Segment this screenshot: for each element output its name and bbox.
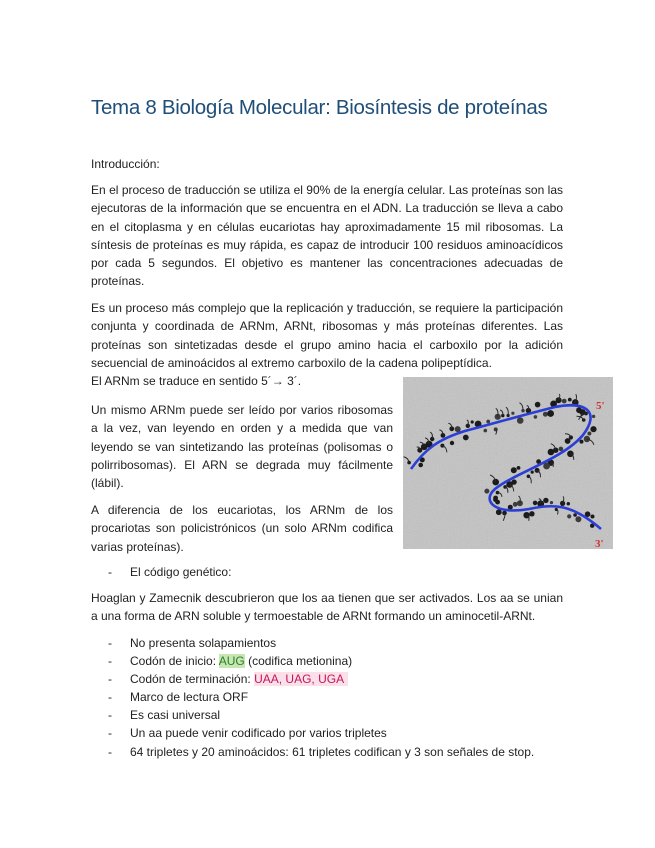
ribosome-dot — [508, 505, 513, 510]
ribosome-dot — [486, 420, 490, 424]
ribosome-dot — [455, 426, 461, 432]
micrograph-svg — [403, 377, 613, 549]
intro-heading: Introducción: — [91, 157, 160, 171]
list-dash: - — [108, 726, 112, 741]
list-item-text: 64 tripletes y 20 aminoácidos: 61 tripletes codifican y 3 son señales de stop. — [130, 744, 535, 759]
ribosome-dot — [543, 412, 548, 417]
ribosome-dot — [587, 432, 591, 436]
ribosome-dot — [550, 501, 553, 504]
ribosome-dot — [562, 399, 567, 404]
ribosome-dot — [590, 426, 596, 432]
ribosome-dot — [592, 415, 595, 418]
ribosome-dot — [511, 412, 514, 415]
ribosome-dot — [580, 440, 584, 444]
ribosome-dot — [567, 514, 571, 518]
stop-codons-highlight: UAA, UAG, UGA — [254, 672, 348, 686]
genetic-code-properties — [108, 634, 534, 761]
list-item-text: Codón de inicio: — [130, 654, 219, 669]
list-item — [108, 724, 534, 742]
list-item-text: No presenta solapamientos — [130, 636, 277, 650]
ribosome-dot — [533, 501, 538, 506]
list-item — [108, 688, 534, 706]
ribosome-dot — [529, 511, 534, 516]
list-item — [108, 706, 534, 724]
ribosome-dot — [484, 429, 488, 433]
ribosome-dot — [548, 449, 555, 456]
ribosome-dot — [535, 402, 541, 408]
genetic-code-item — [108, 563, 231, 581]
list-dash: - — [108, 672, 112, 687]
ribosome-dot — [517, 466, 521, 470]
list-dash: - — [108, 565, 112, 579]
paragraph-activation: Hoaglan y Zamecnik descubrieron que los aa tienen que ser activados. Los aa se unian a una forma de ARN soluble y termoestable de ARNt formando un aminocetil-ARNt. — [91, 591, 563, 624]
list-dash: - — [108, 636, 112, 650]
list-item — [108, 743, 534, 761]
ribosome-dot — [565, 438, 571, 444]
list-item — [108, 670, 534, 688]
list-item-text: (codifica metionina) — [244, 654, 353, 669]
ribosome-dot — [568, 398, 572, 402]
ribosome-dot — [463, 435, 469, 441]
paragraph-process-body: Es un proceso más complejo que la replicación y traducción, se requiere la participación conjunta y coordinada de ARNm, ARNt, ribosomas y más proteínas diferentes. Las proteínas son sintetizadas desde el grupo amino hacia el carboxilo por la adición secuencial de aminoácidos al extremo carboxilo de la cadena polipeptídica. — [91, 301, 563, 370]
ribosome-dot — [418, 463, 423, 468]
ribosome-dot — [511, 467, 517, 473]
ribosome-dot — [573, 513, 577, 517]
ribosome-dot — [513, 502, 518, 507]
polysome-micrograph — [403, 377, 613, 549]
ribosome-dot — [567, 502, 570, 505]
list-item-text: Es casi universal — [130, 708, 221, 723]
ribosome-dot — [534, 415, 538, 419]
ribosome-dot — [560, 501, 565, 506]
five-prime-label: 5' — [596, 400, 605, 412]
genetic-code-label: El código genético: — [130, 565, 232, 579]
list-dash: - — [108, 708, 112, 723]
list-item-text: Marco de lectura ORF — [130, 690, 249, 705]
paragraph-prokaryotes: A diferencia de los eucariotas, los ARNm de los procariotas son policistrónicos (un solo ARNm codifica varias proteínas). — [91, 503, 393, 554]
paragraph-polysomes: Un mismo ARNm puede ser leído por varios ribosomas a la vez, van leyendo en orden y a medida que van leyendo se van sintetizando las proteínas (polisomas o polirribosomas). El ARN se degrada muy fácilmente (lábil). — [91, 403, 393, 491]
list-dash: - — [108, 690, 112, 705]
three-prime-label: 3' — [595, 538, 604, 549]
list-item — [108, 652, 534, 670]
start-codon-highlight: AUG — [218, 654, 245, 669]
ribosome-dot — [591, 515, 595, 519]
list-item-text: Un aa puede venir codificado por varios tripletes — [130, 726, 387, 741]
ribosome-dot — [556, 397, 562, 403]
ribosome-dot — [531, 471, 534, 474]
list-item — [108, 563, 231, 581]
ribosome-dot — [484, 489, 489, 494]
ribosome-dot — [495, 500, 500, 505]
page-title: Tema 8 Biología Molecular: Biosíntesis de proteínas — [91, 96, 548, 119]
ribosome-dot — [450, 441, 454, 445]
list-item — [108, 634, 534, 652]
paragraph-process-direction: El ARNm se traduce en sentido 5´→ 3´. — [91, 374, 302, 389]
ribosome-dot — [471, 420, 474, 423]
micrograph-grain — [403, 377, 613, 549]
list-dash: - — [108, 654, 112, 669]
paragraph-energy: En el proceso de traducción se utiliza el 90% de la energía celular. Las proteínas son las ejecutoras de la información que se encuentra en el ADN. La traducción se lleva a cabo en el citoplasma y en células eucariotas hay aproximadamente 15 mil ribosomas. La síntesis de proteínas es muy rápida, es capaz de introducir 100 residuos aminoacídicos por cada 5 segundos. El objetivo es mantener las concentraciones adecuadas de proteínas. — [91, 183, 563, 289]
ribosome-dot — [517, 417, 524, 424]
ribosome-dot — [547, 410, 554, 417]
ribosome-dot — [440, 444, 444, 448]
list-item-text: Codón de terminación: — [130, 672, 255, 687]
list-dash: - — [108, 744, 112, 759]
ribosome-dot — [543, 498, 548, 503]
ribosome-dot — [575, 516, 581, 522]
